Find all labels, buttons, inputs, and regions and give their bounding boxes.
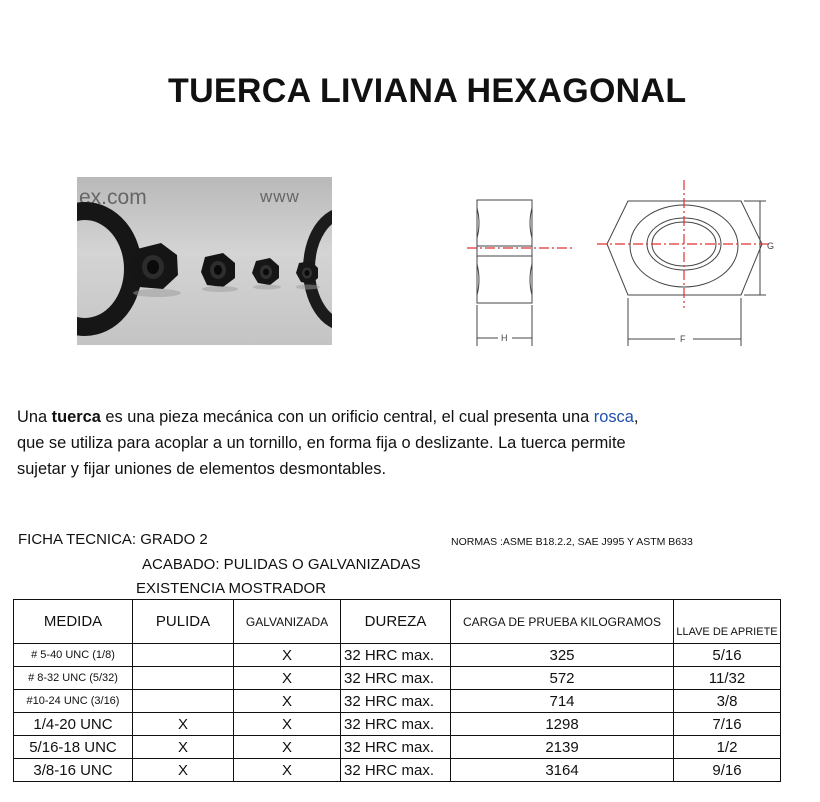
cell-galvanizada: X xyxy=(234,690,341,713)
cell-llave: 3/8 xyxy=(674,690,781,713)
nuts-photo-art xyxy=(77,177,332,345)
table-row xyxy=(14,690,781,713)
cell-llave: 1/2 xyxy=(674,736,781,759)
existencia: EXISTENCIA MOSTRADOR xyxy=(136,580,327,597)
cell-galvanizada: X xyxy=(234,759,341,782)
acabado: ACABADO: PULIDAS O GALVANIZADAS xyxy=(142,556,421,573)
watermark-left: ex.com xyxy=(79,186,147,209)
cell-medida: # 8-32 UNC (5/32) xyxy=(14,667,133,690)
cell-galvanizada: X xyxy=(234,644,341,667)
table-row xyxy=(14,667,781,690)
cell-dureza: 32 HRC max. xyxy=(341,759,451,782)
header-carga: CARGA DE PRUEBA KILOGRAMOS xyxy=(451,600,674,644)
watermark-right: www xyxy=(260,187,300,206)
cell-pulida xyxy=(133,667,234,690)
cell-medida: 5/16-18 UNC xyxy=(14,736,133,759)
cell-carga: 572 xyxy=(451,667,674,690)
cell-medida: 3/8-16 UNC xyxy=(14,759,133,782)
cell-carga: 1298 xyxy=(451,713,674,736)
header-dureza: DUREZA xyxy=(341,600,451,644)
cell-carga: 714 xyxy=(451,690,674,713)
registered-mark: ® xyxy=(111,212,120,226)
description-line-1 xyxy=(17,404,777,430)
table-row xyxy=(14,736,781,759)
technical-drawing-svg xyxy=(462,178,782,348)
description-paragraph xyxy=(17,404,777,482)
dimension-g: G xyxy=(767,241,775,251)
technical-drawing xyxy=(462,178,782,348)
table-row xyxy=(14,644,781,667)
description-text: Una xyxy=(17,408,52,426)
table-row xyxy=(14,759,781,782)
description-line-3: sujetar y fijar uniones de elementos desmontables. xyxy=(17,460,386,478)
rosca-link[interactable]: rosca xyxy=(593,408,634,426)
header-medida: MEDIDA xyxy=(14,600,133,644)
cell-dureza: 32 HRC max. xyxy=(341,667,451,690)
cell-dureza: 32 HRC max. xyxy=(341,644,451,667)
header-llave: LLAVE DE APRIETE xyxy=(674,600,781,644)
cell-llave: 7/16 xyxy=(674,713,781,736)
dimension-f: F xyxy=(680,334,686,344)
dimension-h: H xyxy=(501,333,508,343)
cell-medida: #10-24 UNC (3/16) xyxy=(14,690,133,713)
description-text: es una pieza mecánica con un orificio central, el cual presenta una xyxy=(100,408,594,426)
cell-pulida: X xyxy=(133,713,234,736)
cell-llave: 5/16 xyxy=(674,644,781,667)
nut-side-view xyxy=(477,200,532,346)
description-bold: tuerca xyxy=(51,408,101,426)
cell-dureza: 32 HRC max. xyxy=(341,690,451,713)
cell-medida: # 5-40 UNC (1/8) xyxy=(14,644,133,667)
ficha-tecnica: FICHA TECNICA: GRADO 2 xyxy=(18,531,208,548)
cell-carga: 325 xyxy=(451,644,674,667)
nut-top-view xyxy=(607,201,766,346)
cell-llave: 11/32 xyxy=(674,667,781,690)
spec-table xyxy=(13,599,781,782)
cell-dureza: 32 HRC max. xyxy=(341,713,451,736)
cell-carga: 2139 xyxy=(451,736,674,759)
cell-pulida xyxy=(133,644,234,667)
page-title: TUERCA LIVIANA HEXAGONAL xyxy=(168,72,687,110)
normas: NORMAS :ASME B18.2.2, SAE J995 Y ASTM B633 xyxy=(451,536,693,548)
cell-medida: 1/4-20 UNC xyxy=(14,713,133,736)
header-pulida: PULIDA xyxy=(133,600,234,644)
cell-galvanizada: X xyxy=(234,736,341,759)
cell-dureza: 32 HRC max. xyxy=(341,736,451,759)
cell-carga: 3164 xyxy=(451,759,674,782)
nuts-photo xyxy=(77,177,332,345)
table-row xyxy=(14,713,781,736)
cell-pulida: X xyxy=(133,759,234,782)
cell-galvanizada: X xyxy=(234,667,341,690)
table-header-row xyxy=(14,600,781,644)
cell-pulida: X xyxy=(133,736,234,759)
header-galvanizada: GALVANIZADA xyxy=(234,600,341,644)
cell-pulida xyxy=(133,690,234,713)
description-text: , xyxy=(633,408,639,426)
cell-llave: 9/16 xyxy=(674,759,781,782)
description-line-2: que se utiliza para acoplar a un tornillo, en forma fija o deslizante. La tuerca permite xyxy=(17,434,626,452)
cell-galvanizada: X xyxy=(234,713,341,736)
